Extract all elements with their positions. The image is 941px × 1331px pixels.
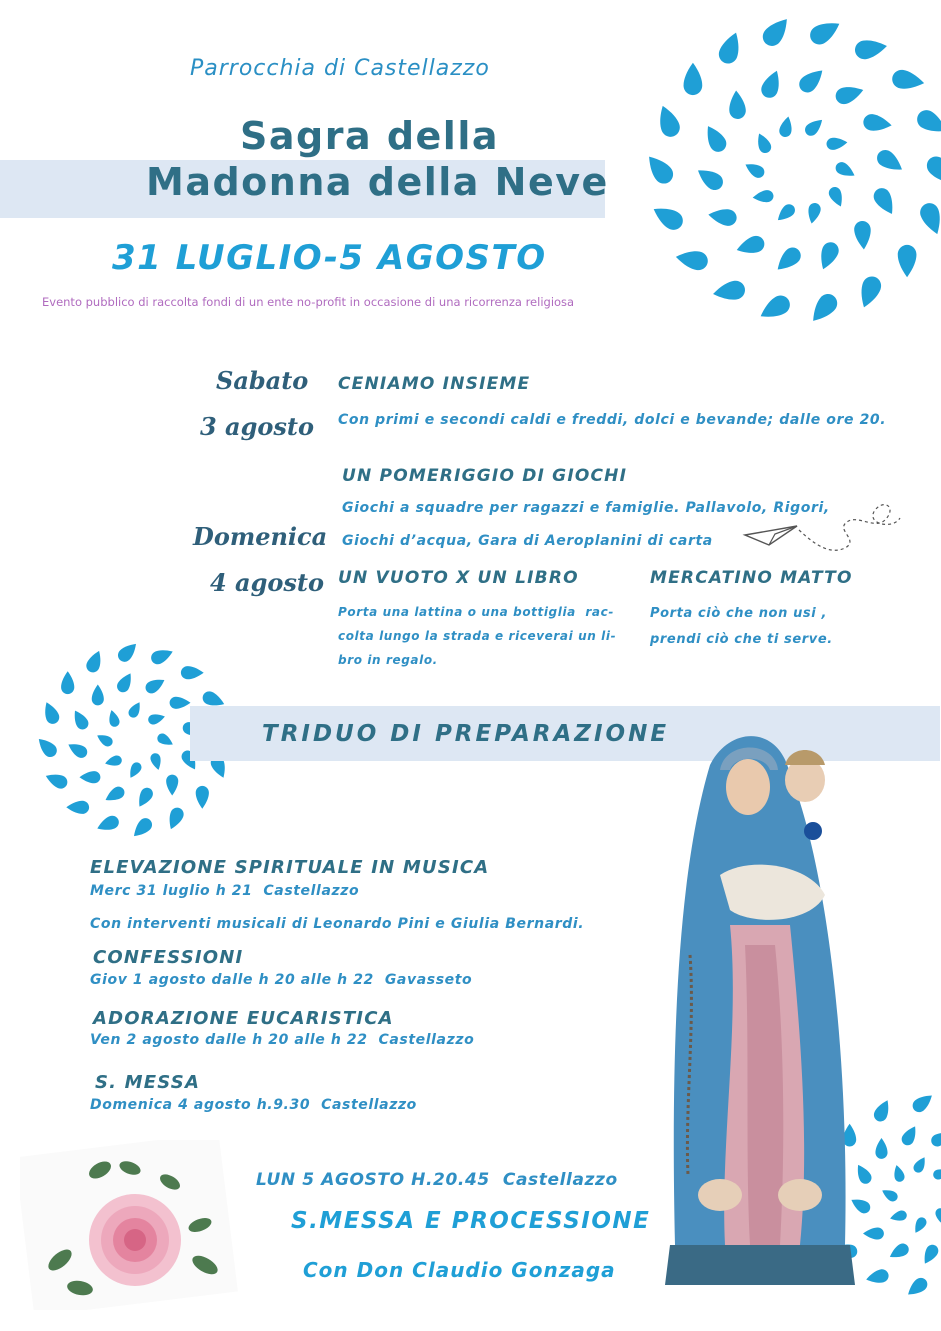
drop-swirl-decoration <box>899 1123 920 1147</box>
drop-swirl-top-right <box>620 0 941 350</box>
drop-swirl-decoration <box>693 164 726 194</box>
drop-swirl-decoration <box>170 697 191 709</box>
drop-swirl-decoration <box>107 709 121 728</box>
drop-swirl-decoration <box>95 731 115 748</box>
drop-swirl-decoration <box>934 1207 941 1226</box>
drop-swirl-decoration <box>898 245 917 277</box>
drop-swirl-decoration <box>126 761 143 781</box>
drop-swirl-decoration <box>923 153 941 190</box>
drop-swirl-decoration <box>61 671 74 694</box>
drop-swirl-decoration <box>166 775 178 796</box>
drop-swirl-decoration <box>104 754 123 768</box>
drop-swirl-decoration <box>34 734 59 759</box>
drop-swirl-decoration <box>684 63 703 95</box>
triduo-item-3-when: Ven 2 agosto dalle h 20 alle h 22 Castellazzo <box>90 1032 475 1048</box>
market-title: MERCATINO MATTO <box>650 568 853 588</box>
parish-name: Parrocchia di Castellazzo <box>190 56 490 81</box>
drop-swirl-decoration <box>674 248 709 272</box>
drop-swirl-decoration <box>871 185 900 218</box>
drop-swirl-decoration <box>701 122 730 155</box>
drop-swirl-decoration <box>147 712 166 726</box>
drop-swirl-decoration <box>912 1155 929 1175</box>
drop-swirl-decoration <box>920 1243 941 1267</box>
drop-swirl-decoration <box>887 1241 911 1262</box>
book-line-3: bro in regalo. <box>338 653 438 667</box>
drop-swirl-decoration <box>759 13 794 50</box>
drop-swirl-decoration <box>862 113 893 134</box>
triduo-item-3-title: ADORAZIONE EUCARISTICA <box>93 1008 394 1029</box>
drop-swirl-decoration <box>834 82 866 106</box>
drop-swirl-decoration <box>196 786 209 809</box>
drop-swirl-decoration <box>654 103 683 140</box>
drop-swirl-decoration <box>774 202 798 225</box>
drop-swirl-decoration <box>875 1138 887 1159</box>
drop-swirl-decoration <box>772 244 804 275</box>
triduo-item-2-title: CONFESSIONI <box>93 947 244 968</box>
drop-swirl-decoration <box>92 684 104 705</box>
triduo-item-4-title: S. MESSA <box>95 1072 201 1093</box>
drop-swirl-decoration <box>827 185 847 209</box>
fundraiser-notice: Evento pubblico di raccolta fondi di un ente no-profit in occasione di una ricorrenza religiosa <box>42 295 575 309</box>
drop-swirl-decoration <box>127 700 144 720</box>
drop-swirl-decoration <box>70 708 91 732</box>
drop-swirl-decoration <box>889 1209 908 1223</box>
drop-swirl-decoration <box>707 206 738 227</box>
finale-with: Con Don Claudio Gonzaga <box>303 1258 616 1282</box>
market-line-2: prendi ciò che ti serve. <box>650 632 833 647</box>
drop-swirl-decoration <box>728 90 747 120</box>
drop-swirl-decoration <box>872 1097 894 1123</box>
drop-swirl-decoration <box>855 274 884 311</box>
paper-plane-icon <box>735 500 905 570</box>
drop-swirl-decoration <box>40 700 61 726</box>
drop-swirl-decoration <box>103 784 127 805</box>
drop-swirl-decoration <box>756 292 793 324</box>
drop-swirl-decoration <box>181 666 204 679</box>
drop-swirl-decoration <box>149 752 163 771</box>
drop-swirl-decoration <box>79 771 100 783</box>
drop-swirl-decoration <box>759 68 785 101</box>
drop-swirl-decoration <box>711 279 746 303</box>
triduo-item-1-title: ELEVAZIONE SPIRITUALE IN MUSICA <box>90 857 490 878</box>
drop-swirl-decoration <box>874 147 907 177</box>
finale-title: S.MESSA E PROCESSIONE <box>291 1208 651 1234</box>
triduo-heading: TRIDUO DI PREPARAZIONE <box>262 721 670 747</box>
drop-swirl-decoration <box>115 670 136 694</box>
drop-swirl-decoration <box>806 290 841 327</box>
drop-swirl-decoration <box>815 240 841 273</box>
games-title: UN POMERIGGIO DI GIOCHI <box>342 466 628 486</box>
book-line-1: Porta una lattina o una bottiglia rac- <box>338 605 614 619</box>
drop-swirl-decoration <box>95 814 121 835</box>
drop-swirl-decoration <box>854 37 889 61</box>
drop-swirl-decoration <box>129 815 154 840</box>
triduo-item-2-when: Giov 1 agosto dalle h 20 alle h 22 Gavasseto <box>90 972 473 988</box>
drop-swirl-decoration <box>752 189 774 203</box>
triduo-item-4-when: Domenica 4 agosto h.9.30 Castellazzo <box>90 1097 417 1113</box>
drop-swirl-decoration <box>904 1275 930 1295</box>
drop-swirl-decoration <box>642 151 677 188</box>
book-line-2: colta lungo la strada e riceverai un li- <box>338 629 617 643</box>
drop-swirl-decoration <box>65 739 89 760</box>
drop-swirl-decoration <box>43 770 69 791</box>
sunday-date: 4 agosto <box>210 568 324 597</box>
drop-swirl-decoration <box>742 159 766 180</box>
drop-swirl-decoration <box>143 675 167 696</box>
madonna-statue <box>650 725 870 1305</box>
saturday-day: Sabato <box>216 366 309 395</box>
title-line-1: Sagra della <box>240 114 499 158</box>
drop-swirl-decoration <box>929 1128 941 1149</box>
sunday-day: Domenica <box>193 522 328 551</box>
market-line-1: Porta ciò che non usi , <box>650 606 827 621</box>
drop-swirl-decoration <box>910 1090 936 1115</box>
drop-swirl-decoration <box>892 1164 906 1183</box>
drop-swirl-decoration <box>716 29 745 66</box>
saturday-date: 3 agosto <box>200 412 314 441</box>
book-title: UN VUOTO X UN LIBRO <box>338 568 579 588</box>
drop-swirl-decoration <box>115 640 140 665</box>
drop-swirl-decoration <box>796 64 828 95</box>
drop-swirl-decoration <box>165 806 186 832</box>
triduo-item-1-when: Merc 31 luglio h 21 Castellazzo <box>90 883 360 899</box>
saturday-event-title: CENIAMO INSIEME <box>338 374 531 394</box>
drop-swirl-decoration <box>807 16 844 48</box>
drop-swirl-decoration <box>826 136 848 150</box>
drop-swirl-decoration <box>649 201 686 233</box>
drop-swirl-decoration <box>66 801 89 814</box>
drop-swirl-decoration <box>880 1186 900 1203</box>
title-line-2: Madonna della Neve <box>146 160 609 204</box>
drop-swirl-decoration <box>134 786 155 810</box>
triduo-item-1-note: Con interventi musicali di Leonardo Pini e Giulia Bernardi. <box>90 916 585 932</box>
drop-swirl-decoration <box>911 1216 928 1236</box>
drop-swirl-decoration <box>806 202 822 225</box>
drop-swirl-decoration <box>914 107 941 139</box>
drop-swirl-decoration <box>754 131 774 155</box>
saturday-event-text: Con primi e secondi caldi e freddi, dolci e bevande; dalle ore 20. <box>338 412 887 428</box>
drop-swirl-decoration <box>833 160 857 181</box>
drop-swirl-decoration <box>854 220 873 250</box>
drop-swirl-decoration <box>734 234 766 258</box>
drop-swirl-decoration <box>891 68 926 92</box>
drop-swirl-decoration <box>802 115 826 138</box>
games-line-1: Giochi a squadre per ragazzi e famiglie. Pallavolo, Rigori, <box>342 500 830 516</box>
drop-swirl-decoration <box>932 1167 941 1181</box>
drop-swirl-decoration <box>918 201 941 238</box>
games-line-2: Giochi d’acqua, Gara di Aeroplanini di carta <box>342 533 713 549</box>
rose-illustration <box>20 1140 240 1310</box>
drop-swirl-decoration <box>149 645 175 666</box>
finale-when: LUN 5 AGOSTO H.20.45 Castellazzo <box>256 1170 618 1190</box>
drop-swirl-decoration <box>778 115 794 138</box>
drop-swirl-decoration <box>156 732 176 749</box>
drop-swirl-decoration <box>84 648 105 674</box>
dates-heading: 31 LUGLIO-5 AGOSTO <box>112 238 547 278</box>
